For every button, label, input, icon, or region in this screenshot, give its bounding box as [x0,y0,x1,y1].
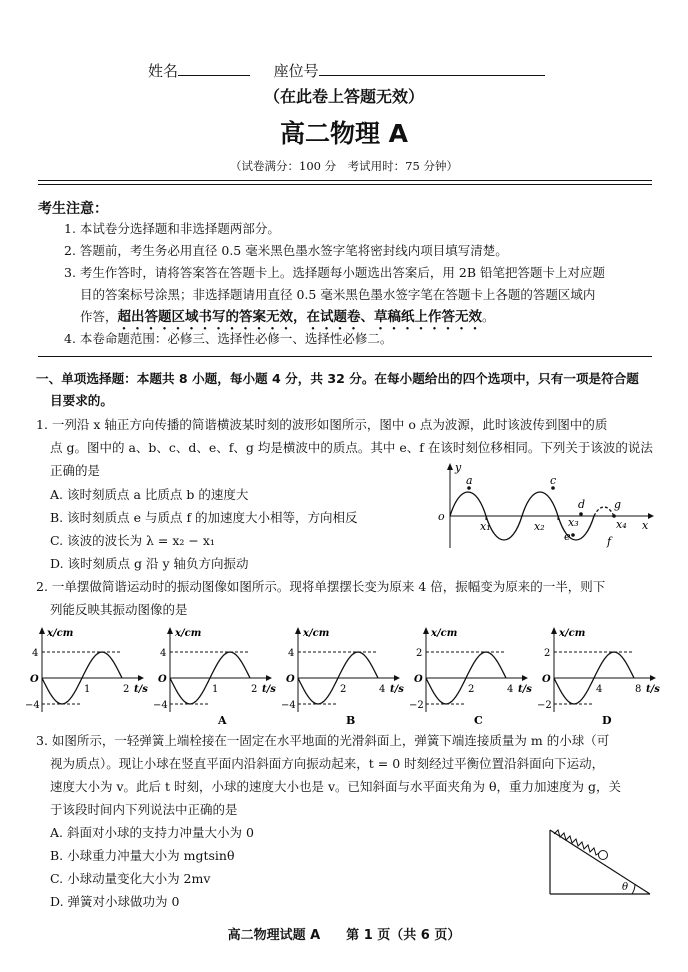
top-rule-2 [38,184,652,185]
q1-label-y: y [455,461,462,474]
q2-line2: 列能反映其振动图像的是 [50,602,188,617]
q2-graph-0-t2-label: 2 [123,684,130,695]
q2-graph-4-t1-label: 4 [596,684,603,695]
seat-blank[interactable] [319,61,545,76]
q2-graph-0-namp-label: −4 [26,700,40,711]
q2-graph-4-t-arrow [650,675,656,681]
q2-graph-4-axis-label-t: t/s [646,684,660,695]
q2-graph-1-amp-label: 4 [160,648,167,659]
q2-graph-3-x-arrow [423,627,429,634]
q1-point-d [579,512,583,516]
q2-graph-4-namp-label: −2 [537,700,552,711]
q2-graph-3-t-arrow [522,675,528,681]
q2-graphs-row [26,622,666,730]
q2-graph-2-option-label: B [346,714,356,727]
instruction-3a: 3. 考生作答时，请将答案答在答题卡上。选择题每小题选出答案后，用 2B 铅笔把答题卡上对应题 [64,265,605,280]
q3-incline-figure [540,822,656,898]
q3-option-b[interactable]: B. 小球重力冲量大小为 mgtsinθ [50,848,235,863]
q2-graph-0-axis-label-t: t/s [134,684,148,695]
q2-graph-2-amp-label: 4 [288,648,295,659]
q2-graph-1-t1-label: 1 [212,684,219,695]
q2-graph-1-t2-label: 2 [251,684,258,695]
page-footer: 高二物理试题 A 第 1 页（共 6 页） [227,928,461,943]
q3-ball [599,851,608,860]
seat-label: 座位号 [273,62,319,80]
q3-line4: 于该段时间内下列说法中正确的是 [50,802,238,817]
q2-line1: 2. 一单摆做简谐运动时的振动图像如图所示。现将单摆摆长变为原来 4 倍，振幅变为原来的一半，则下 [36,579,606,594]
top-rule-1 [38,180,652,181]
q2-graph-1-axis-label-t: t/s [262,684,276,695]
q2-graph-0-origin: O [30,674,39,685]
q2-graph-1-namp-label: −4 [153,700,168,711]
q2-graph-3-namp-label: −2 [409,700,424,711]
q2-graphs-svg [26,622,666,730]
q1-option-a[interactable]: A. 该时刻质点 a 比质点 b 的速度大 [50,487,249,502]
q2-graph-2-axis-label-x: x/cm [303,628,330,639]
q1-label-x3: x₃ [568,516,579,529]
q2-graph-3-t2-label: 4 [507,684,514,695]
q2-graph-2-t2-label: 4 [379,684,386,695]
q2-graph-0-amp-label: 4 [32,648,39,659]
q2-graph-4-amp-label: 2 [544,648,551,659]
instruction-1: 1. 本试卷分选择题和非选择题两部分。 [64,221,280,236]
q3-line3: 速度大小为 v。此后 t 时刻，小球的速度大小也是 v。已知斜面与水平面夹角为 θ，重力加速度为 g，关 [50,779,622,794]
instruction-3c-pre: 作答， [80,309,118,324]
q1-label-x: x [642,519,649,532]
q1-y-arrow [447,463,453,470]
q1-option-d[interactable]: D. 该时刻质点 g 沿 y 轴负方向振动 [50,556,249,571]
q2-graph-0-x-arrow [39,627,45,634]
q2-graph-3-amp-label: 2 [416,648,423,659]
exam-info: （试卷满分：100 分 考试用时：75 分钟） [230,159,458,173]
q1-line3: 正确的是 [50,463,101,478]
q3-spring [554,830,599,855]
q1-wave-dashed [594,507,614,516]
mid-rule [38,356,652,357]
instruction-4: 4. 本卷命题范围：必修三、选择性必修一、选择性必修二。 [64,331,393,346]
q1-label-x1: x₁ [480,520,491,533]
answer-invalid-notice: （在此卷上答题无效） [263,87,424,106]
q2-graph-0-t1-label: 1 [84,684,91,695]
instructions-heading: 考生注意： [38,201,108,217]
q1-line2: 点 g。图中的 a、b、c、d、e、f、g 均是横波中的质点。其中 e、f 在该时刻位移相同。下列关于该波的说法 [50,440,653,455]
q1-option-b[interactable]: B. 该时刻质点 e 与质点 f 的加速度大小相等，方向相反 [50,510,358,525]
q2-graph-3-t1-label: 2 [468,684,475,695]
q2-graph-4-t2-label: 8 [635,684,642,695]
instruction-3b: 目的答案标号涂黑；非选择题请用直径 0.5 毫米黑色墨水签字笔在答题卡上各题的答题区域内 [80,287,596,302]
q2-graph-3-option-label: C [474,714,483,727]
q1-option-c[interactable]: C. 该波的波长为 λ = x₂ − x₁ [50,533,215,548]
q1-label-f: f [607,535,612,548]
section1-heading-b: 目要求的。 [50,393,113,408]
q2-graph-0-t-arrow [138,675,144,681]
instruction-3c-emphasis: 超出答题区域书写的答案无效，在试题卷、草稿纸上作答无效 [117,309,483,325]
q1-label-c: c [550,474,557,487]
instruction-2: 2. 答题前，考生务必用直径 0.5 毫米黑色墨水签字笔将密封线内项目填写清楚。 [64,243,508,258]
q2-graph-0-axis-label-x: x/cm [47,628,74,639]
q2-graph-4-axis-label-x: x/cm [559,628,586,639]
page-title: 高二物理 A [279,119,409,148]
q1-point-e [571,533,575,537]
q2-graph-2-axis-label-t: t/s [390,684,404,695]
q2-graph-1-axis-label-x: x/cm [175,628,202,639]
q3-angle-arc [632,884,635,894]
name-seat-row [148,60,545,81]
q2-graph-3-axis-label-x: x/cm [431,628,458,639]
q2-graph-4-option-label: D [602,714,612,727]
q3-option-c[interactable]: C. 小球动量变化大小为 2mv [50,871,211,886]
q2-graph-4-origin: O [542,674,551,685]
q2-graph-1-origin: O [158,674,167,685]
q1-label-g: g [614,498,622,511]
q2-graph-2-origin: O [286,674,295,685]
q3-option-a[interactable]: A. 斜面对小球的支持力冲量大小为 0 [50,825,254,840]
q2-graph-2-namp-label: −4 [281,700,296,711]
q1-label-e: e [564,530,571,543]
q1-x-arrow [648,513,654,519]
q2-graph-2-t-arrow [394,675,400,681]
q3-line1: 3. 如图所示，一轻弹簧上端栓接在一固定在水平地面的光滑斜面上，弹簧下端连接质量为 m 的小球（可 [36,733,610,748]
q2-graph-2-x-arrow [295,627,301,634]
q1-label-d: d [578,498,586,511]
q1-line1: 1. 一列沿 x 轴正方向传播的简谐横波某时刻的波形如图所示，图中 o 点为波源，此时该波传到图中的质 [36,417,608,432]
q2-graph-1-t-arrow [266,675,272,681]
q1-label-x4: x₄ [616,518,627,531]
q2-graph-3-origin: O [414,674,423,685]
q1-label-x2: x₂ [534,520,545,533]
q2-graph-1-option-label: A [218,714,227,727]
q3-option-d[interactable]: D. 弹簧对小球做功为 0 [50,894,180,909]
q1-wave-figure [436,460,656,552]
q2-graph-2-t1-label: 2 [340,684,347,695]
q3-line2: 视为质点）。现让小球在竖直平面内沿斜面方向振动起来，t = 0 时刻经过平衡位置沿斜面向下运动， [50,756,605,771]
name-blank[interactable] [178,61,250,76]
q1-label-o: o [438,510,445,523]
q2-graph-3-axis-label-t: t/s [518,684,532,695]
q3-theta: θ [622,882,629,893]
instruction-3c-post: 。 [482,309,495,324]
q1-label-a: a [466,474,473,487]
name-label: 姓名 [148,62,179,80]
section1-heading-a: 一、单项选择题：本题共 8 小题，每小题 4 分，共 32 分。在每小题给出的四个选项中，只有一项是符合题 [36,371,639,386]
q2-graph-4-x-arrow [551,627,557,634]
q2-graph-1-x-arrow [167,627,173,634]
